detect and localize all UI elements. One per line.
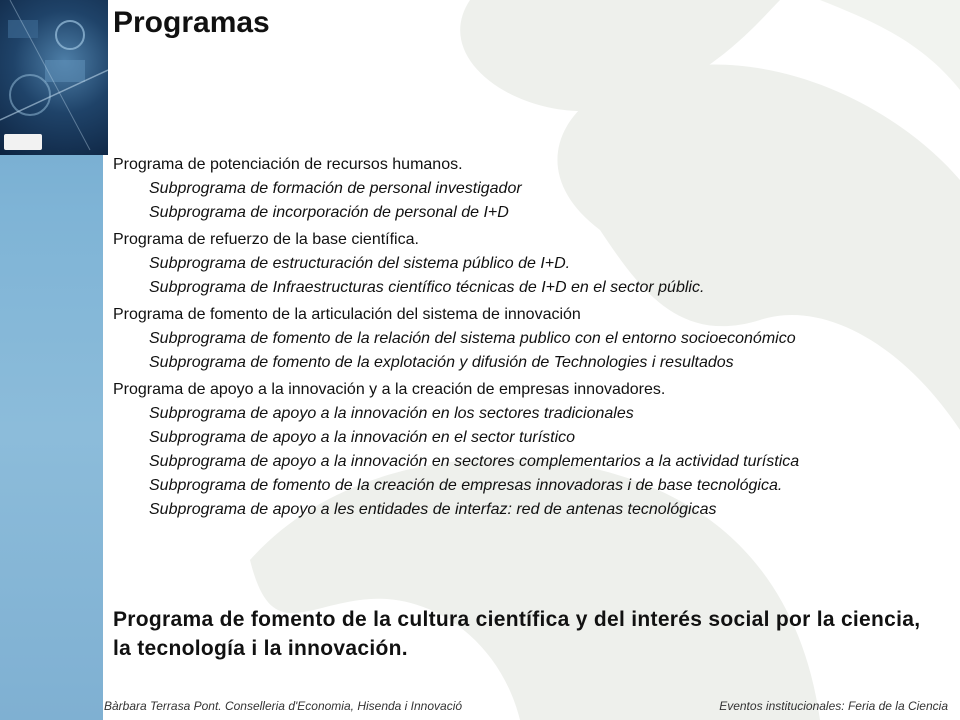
subprogram-item: Subprograma de fomento de la explotación y difusión de Technologies i resultados xyxy=(149,354,734,371)
subprogram-item: Subprograma de incorporación de personal de I+D xyxy=(149,204,509,221)
subprogram-item: Subprograma de Infraestructuras científico técnicas de I+D en el sector públic. xyxy=(149,279,705,296)
circuit-graphic-icon xyxy=(0,0,108,155)
highlighted-program: Programa de fomento de la cultura científica y del interés social por la ciencia, la tecnología i la innovación. xyxy=(113,608,921,660)
programs-list xyxy=(113,153,946,525)
program-title: Programa de potenciación de recursos humanos. xyxy=(113,156,463,173)
subprogram-item: Subprograma de fomento de la creación de empresas innovadoras i de base tecnológica. xyxy=(149,477,783,494)
program-item xyxy=(113,228,946,300)
program-item xyxy=(113,153,946,225)
corner-banner-image xyxy=(0,0,108,155)
footer-author: Bàrbara Terrasa Pont. Conselleria d'Economia, Hisenda i Innovació xyxy=(104,699,463,713)
program-title: Programa de apoyo a la innovación y a la creación de empresas innovadores. xyxy=(113,381,666,398)
subprogram-item: Subprograma de fomento de la relación del sistema publico con el entorno socioeconómico xyxy=(149,330,796,347)
subprogram-item: Subprograma de estructuración del sistema público de I+D. xyxy=(149,255,571,272)
subprogram-item: Subprograma de apoyo a la innovación en el sector turístico xyxy=(149,429,576,446)
subprogram-item: Subprograma de apoyo a la innovación en los sectores tradicionales xyxy=(149,405,634,422)
program-title: Programa de fomento de la articulación del sistema de innovación xyxy=(113,306,581,323)
footer-event: Eventos institucionales: Feria de la Ciencia xyxy=(719,699,948,713)
slide-title: Programas xyxy=(113,6,270,39)
subprogram-item: Subprograma de formación de personal investigador xyxy=(149,180,522,197)
program-item xyxy=(113,378,946,522)
subprogram-item: Subprograma de apoyo a la innovación en sectores complementarios a la actividad turística xyxy=(149,453,800,470)
subprogram-item: Subprograma de apoyo a les entidades de interfaz: red de antenas tecnológicas xyxy=(149,501,717,518)
institution-logo xyxy=(4,134,42,150)
program-item xyxy=(113,303,946,375)
program-title: Programa de refuerzo de la base científica. xyxy=(113,231,419,248)
